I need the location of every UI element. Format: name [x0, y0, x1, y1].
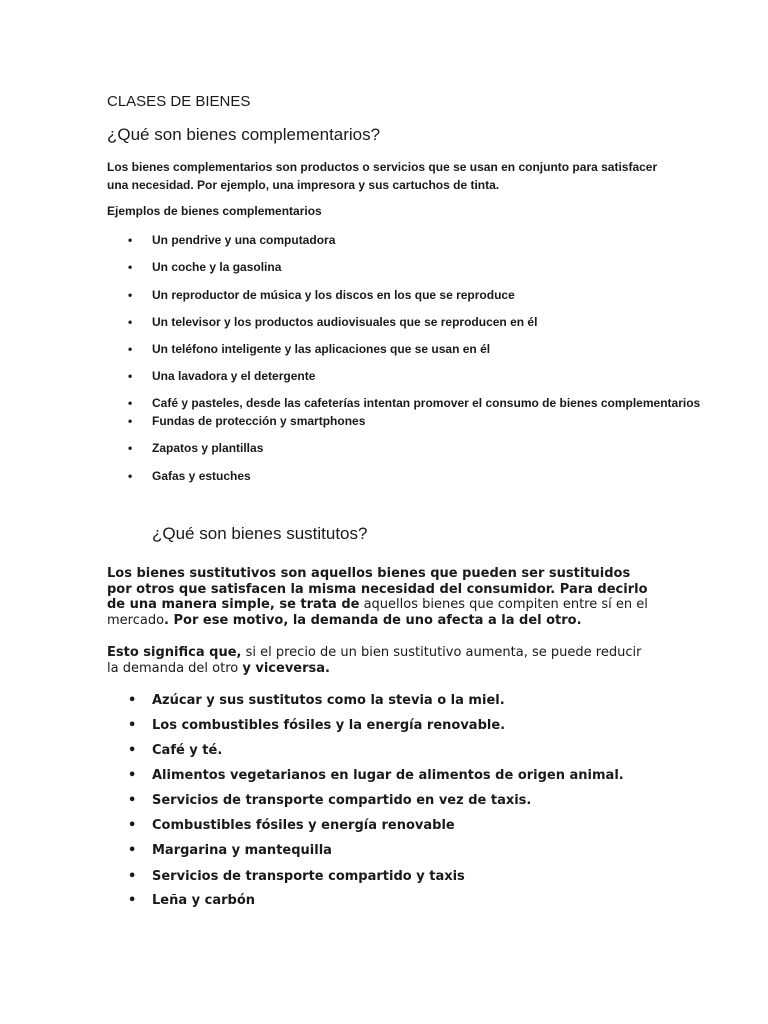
bullet-icon: •: [128, 260, 133, 274]
sustitutos-heading: ¿Qué son bienes sustitutos?: [152, 524, 368, 543]
sustitutos-paragraph-2: Esto significa que, si el precio de un bien sustitutivo aumenta, se puede reducir la demanda del otro y viceversa.: [107, 645, 642, 676]
bullet-icon: •: [128, 369, 133, 383]
bullet-icon: •: [128, 768, 137, 783]
sustitutos-paragraph-1: Los bienes sustitutivos son aquellos bienes que pueden ser sustituidos por otros que satisfacen la misma necesidad del consumidor. Para decirlo de una manera simple, se trata de aquellos bienes que compiten entre sí en el mercado. Por ese motivo, la demanda de uno afecta a la del otro.: [107, 566, 648, 628]
complementarios-paragraph: Los bienes complementarios son productos o servicios que se usan en conjunto para satisfacer una necesidad. Por ejemplo, una impresora y sus cartuchos de tinta.: [107, 160, 658, 192]
bullet-icon: •: [128, 315, 133, 329]
bullet-icon: •: [128, 288, 133, 302]
bullet-icon: •: [128, 893, 137, 908]
bullet-icon: •: [128, 818, 137, 833]
bullet-icon: •: [128, 693, 137, 708]
complementarios-heading: ¿Qué son bienes complementarios?: [107, 125, 381, 144]
bullet-icon: •: [128, 396, 133, 410]
bullet-icon: •: [128, 743, 137, 758]
bullet-icon: •: [128, 718, 137, 733]
bullet-icon: •: [128, 843, 137, 858]
bullet-icon: •: [128, 469, 133, 483]
bullet-icon: •: [128, 441, 133, 455]
bullet-icon: •: [128, 414, 133, 428]
page-title: CLASES DE BIENES: [107, 93, 251, 110]
bullet-icon: •: [128, 233, 133, 247]
document-page: CLASES DE BIENES ¿Qué son bienes complementarios? Los bienes complementarios son productos o servicios que se usan en conjunto para satisfacer una necesidad. Por ejemplo, una impresora y sus cartuchos de tinta. Ejemplos de bienes complementarios • Un pendrive y una computadora • Un coche y la gasolina • Un reproductor de música y los discos en los que se reproduce • Un televisor y los productos audiovisuales que se reproducen en él • Un teléfono inteligente y las aplicaciones que se usan en él • Una lavadora y el detergente • Café y pasteles, desde las cafeterías intentan promover el consumo de bienes complementarios • Fundas de protección y smartphones • Zapatos y plantillas • Gafas y estuches ¿Qué son bienes sustitutos? Los bienes sustitutivos son aquellos bienes que pueden ser sustituidos por otros que satisfacen la misma necesidad del consumidor. Para decirlo de una manera simple, se trata de aquellos bienes que compiten entre sí en el mercado. Por ese motivo, la demanda de uno afecta a la del otro. Esto significa que, si el precio de un bien sustitutivo aumenta, se puede reducir la demanda del otro y viceversa. • Azúcar y sus sustitutos como la stevia o la miel. • Los combustibles fósiles y la energía renovable. • Café y té. • Alimentos vegetarianos en lugar de alimentos de origen animal. • Servicios de transporte compartido en vez de taxis. • Combustibles fósiles y energía renovable • Margarina y mantequilla • Servicios de transporte compartido y taxis • Leña y carbón: [107, 93, 701, 908]
complementarios-examples-label: Ejemplos de bienes complementarios: [107, 204, 322, 218]
bullet-icon: •: [128, 793, 137, 808]
bullet-icon: •: [128, 869, 137, 884]
bullet-icon: •: [128, 342, 133, 356]
